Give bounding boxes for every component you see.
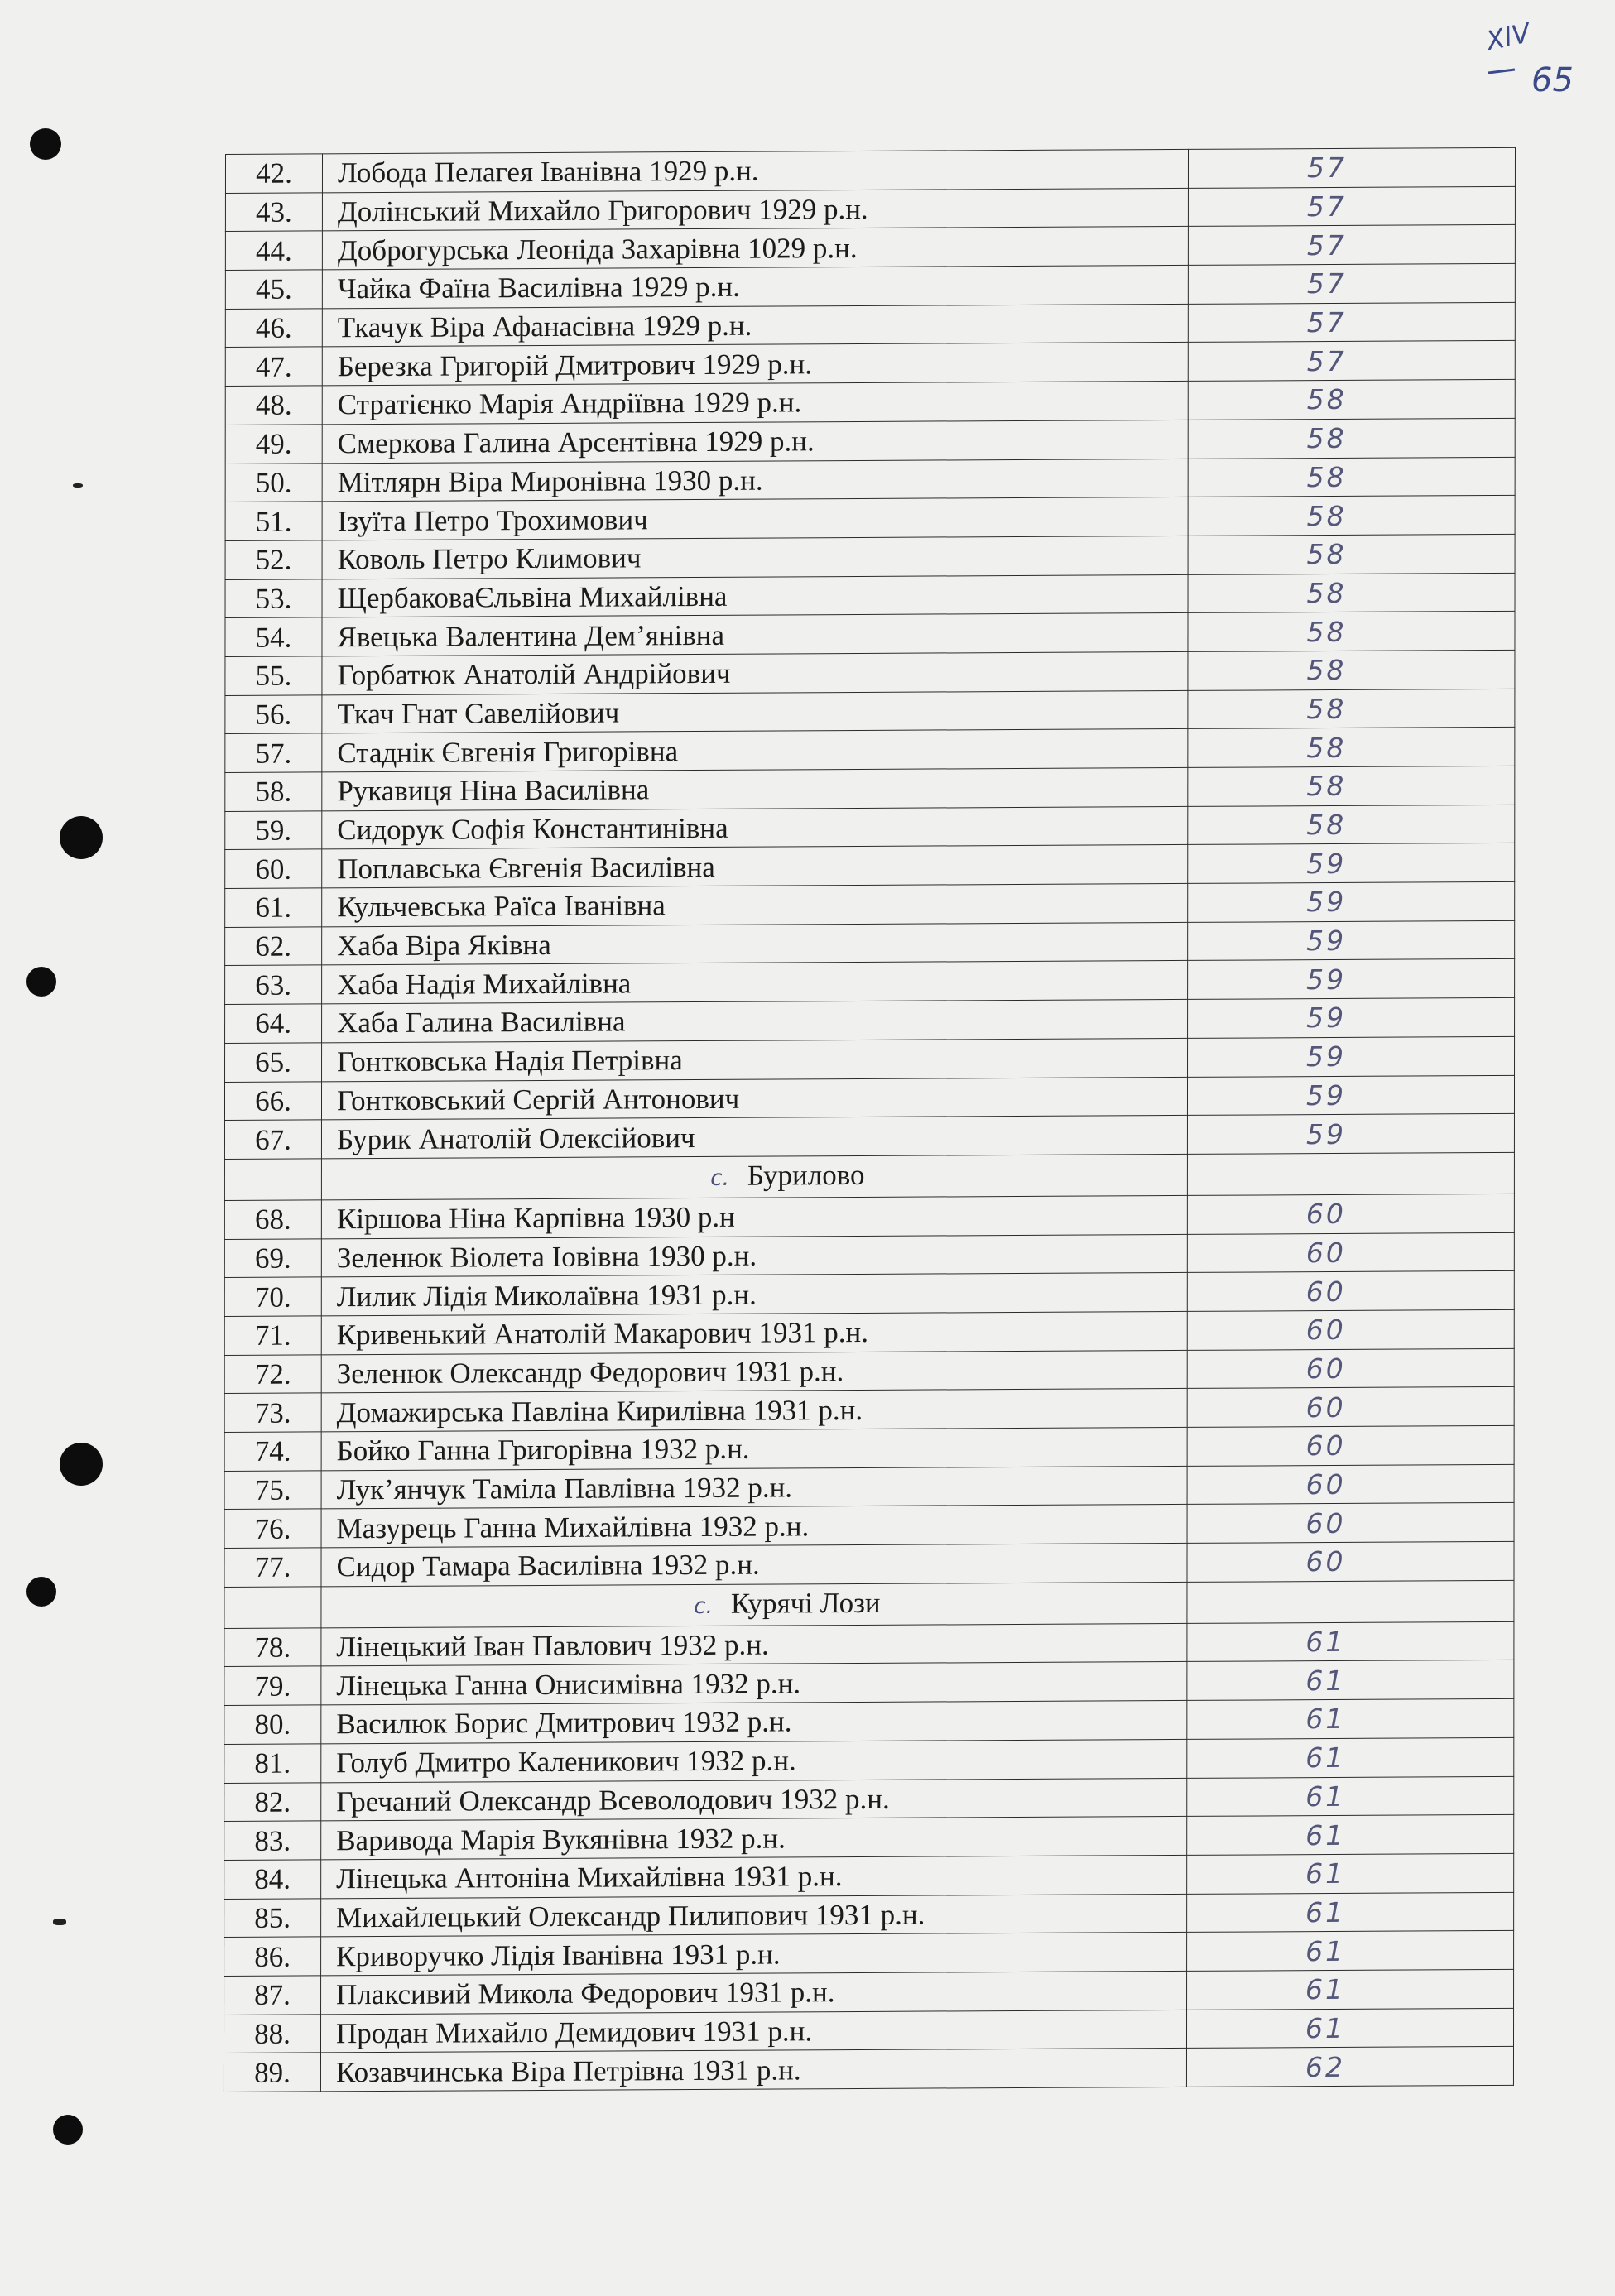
folio-volume: XIV: [1483, 17, 1533, 57]
scan-speck: [53, 1919, 66, 1925]
handwritten-page-ref: 57: [1306, 344, 1347, 377]
page-ref-cell: [1187, 1425, 1514, 1466]
row-number: 42.: [225, 154, 322, 193]
row-number: 78.: [224, 1628, 321, 1667]
person-name: Ткачук Віра Афанасівна 1929 р.н.: [322, 304, 1188, 347]
page-ref-cell: [1187, 1660, 1514, 1701]
page-ref-cell: [1187, 1232, 1514, 1273]
row-number: 46.: [225, 309, 322, 348]
row-number: 72.: [224, 1355, 321, 1394]
register-body: [224, 147, 1515, 2092]
page-ref-cell: [1188, 689, 1515, 729]
page-ref-cell: [1188, 263, 1515, 304]
table-row: [225, 612, 1515, 657]
handwritten-page-ref: 60: [1305, 1198, 1346, 1231]
page-ref-cell: [1188, 843, 1515, 884]
handwritten-page-ref: 58: [1306, 731, 1347, 764]
row-number: 57.: [225, 733, 322, 772]
person-name: Сидорук Софія Константинівна: [322, 806, 1188, 849]
table-row: [224, 1737, 1514, 1783]
person-name: Кульчевська Раїса Іванівна: [322, 883, 1188, 926]
table-row: [224, 1075, 1514, 1121]
section-title: Бурилово: [747, 1158, 865, 1192]
table-row: [224, 2047, 1513, 2092]
row-number: 77.: [224, 1548, 321, 1587]
section-num-cell: [224, 1159, 321, 1201]
row-number: 68.: [224, 1200, 321, 1239]
row-number: 65.: [225, 1043, 322, 1082]
table-row: [225, 147, 1515, 193]
row-number: 62.: [225, 927, 322, 966]
row-number: 49.: [225, 425, 322, 464]
handwritten-page-ref: 58: [1306, 692, 1347, 726]
row-number: 87.: [224, 1976, 321, 2015]
row-number: 61.: [225, 888, 322, 927]
handwritten-page-ref: 60: [1305, 1391, 1346, 1424]
person-name: Березка Григорій Дмитрович 1929 р.н.: [322, 343, 1188, 386]
row-number: 86.: [224, 1937, 321, 1976]
handwritten-page-ref: 61: [1305, 1741, 1346, 1775]
handwritten-page-ref: 60: [1305, 1352, 1346, 1386]
person-name: Лук’янчук Таміла Павлівна 1932 р.н.: [321, 1466, 1187, 1509]
table-row: [224, 1660, 1514, 1706]
page-ref-cell: [1188, 1036, 1515, 1077]
handwritten-page-ref: 61: [1305, 1973, 1346, 2006]
page-ref-cell: [1188, 341, 1515, 382]
handwritten-page-ref: 61: [1305, 1818, 1346, 1852]
row-number: 54.: [225, 617, 322, 656]
row-number: 47.: [225, 347, 322, 386]
register-table: [224, 147, 1516, 2092]
row-number: 81.: [224, 1744, 321, 1783]
table-row: [225, 959, 1515, 1005]
person-name: Кривенький Анатолій Макарович 1931 р.н.: [321, 1311, 1187, 1354]
person-name: Мітлярн Віра Миронівна 1930 р.н.: [322, 459, 1188, 502]
row-number: 56.: [225, 695, 322, 734]
table-row: [224, 1309, 1514, 1355]
row-number: 64.: [225, 1004, 322, 1043]
page-ref-cell: [1188, 147, 1515, 188]
person-name: Рукавиця Ніна Василівна: [322, 767, 1188, 810]
table-row: [224, 1425, 1514, 1471]
page-ref-cell: [1186, 2047, 1513, 2087]
row-number: 52.: [225, 540, 322, 579]
page-ref-cell: [1188, 379, 1515, 420]
person-name: Гонтковська Надія Петрівна: [322, 1038, 1188, 1081]
page-ref-cell: [1188, 186, 1515, 227]
page-ref-cell: [1187, 1464, 1514, 1505]
row-number: 75.: [224, 1471, 321, 1510]
handwritten-page-ref: 61: [1305, 1664, 1346, 1697]
person-name: Стратієнко Марія Андріївна 1929 р.н.: [322, 382, 1188, 425]
handwritten-page-ref: 62: [1305, 2050, 1345, 2083]
handwritten-page-ref: 60: [1305, 1429, 1346, 1463]
handwritten-page-ref: 58: [1306, 615, 1347, 648]
table-row: [224, 1892, 1514, 1938]
handwritten-page-ref: 58: [1306, 576, 1347, 610]
page-ref-cell: [1187, 1075, 1514, 1116]
table-row: [225, 263, 1515, 309]
table-row: [225, 496, 1515, 541]
row-number: 74.: [224, 1432, 321, 1471]
page-ref-cell: [1187, 1737, 1514, 1778]
handwritten-page-ref: 58: [1306, 499, 1347, 532]
punch-hole: [60, 1443, 103, 1486]
page-ref-cell: [1187, 1114, 1514, 1155]
table-row: [224, 1815, 1514, 1861]
person-name: Голуб Дмитро Каленикович 1932 р.н.: [321, 1739, 1187, 1782]
handwritten-page-ref: 61: [1305, 1934, 1346, 1967]
page-ref-cell: [1187, 1931, 1514, 1972]
page-ref-cell: [1187, 1387, 1514, 1428]
scan-speck: [73, 483, 83, 488]
handwritten-page-ref: 61: [1305, 1703, 1346, 1736]
page-ref-cell: [1187, 1503, 1514, 1544]
page-ref-cell: [1187, 1969, 1514, 2010]
table-row: [224, 1969, 1514, 2015]
person-name: Бурик Анатолій Олексійович: [321, 1116, 1187, 1159]
person-name: Мазурець Ганна Михайлівна 1932 р.н.: [321, 1505, 1187, 1548]
page-ref-cell: [1188, 728, 1515, 768]
page-ref-cell: [1188, 997, 1515, 1038]
person-name: Гречаний Олександр Всеволодович 1932 р.н.: [321, 1778, 1187, 1821]
person-name: Смеркова Галина Арсентівна 1929 р.н.: [322, 420, 1188, 463]
handwritten-page-ref: 59: [1306, 925, 1347, 958]
handwritten-page-ref: 57: [1306, 190, 1347, 223]
section-num-cell: [224, 1587, 321, 1629]
page-ref-cell: [1188, 920, 1515, 961]
handwritten-page-ref: 59: [1305, 1117, 1346, 1150]
section-row: [224, 1580, 1514, 1628]
row-number: 59.: [225, 811, 322, 850]
table-row: [225, 302, 1515, 348]
handwritten-page-ref: 59: [1306, 1040, 1347, 1074]
row-number: 71.: [224, 1316, 321, 1355]
row-number: 63.: [225, 965, 322, 1004]
row-number: 73.: [224, 1393, 321, 1432]
page-ref-cell: [1187, 1853, 1514, 1894]
person-name: Хаба Віра Яківна: [322, 922, 1188, 965]
person-name: Продан Михайло Демидович 1931 р.н.: [320, 2010, 1186, 2053]
table-row: [225, 225, 1515, 271]
page-ref-cell: [1187, 1194, 1514, 1234]
folio-annotation: [1482, 15, 1581, 106]
handwritten-page-ref: 61: [1305, 1626, 1346, 1659]
row-number: 45.: [225, 270, 322, 309]
table-row: [225, 689, 1515, 734]
row-number: 51.: [225, 502, 322, 540]
table-row: [225, 534, 1515, 579]
page-ref-cell: [1188, 612, 1515, 652]
table-row: [224, 1114, 1514, 1160]
person-name: Михайлецький Олександр Пилипович 1931 р.н.: [321, 1894, 1187, 1937]
table-row: [224, 1931, 1514, 1977]
person-name: Лобода Пелагея Іванівна 1929 р.н.: [322, 149, 1188, 192]
page-ref-cell: [1188, 496, 1515, 536]
table-row: [224, 1503, 1514, 1549]
table-row: [225, 1036, 1515, 1082]
handwritten-page-ref: 57: [1306, 267, 1347, 300]
row-number: 84.: [224, 1860, 321, 1899]
handwritten-page-ref: 57: [1306, 151, 1347, 185]
table-row: [224, 2008, 1513, 2053]
person-name: Лилик Лідія Миколаївна 1931 р.н.: [321, 1273, 1187, 1316]
section-page-cell: [1187, 1580, 1514, 1623]
punch-hole: [26, 1577, 56, 1607]
handwritten-page-ref: 59: [1306, 963, 1347, 996]
page-ref-cell: [1188, 302, 1515, 343]
section-row: [224, 1152, 1514, 1200]
person-name: Зеленюк Олександр Федорович 1931 р.н.: [321, 1350, 1187, 1393]
table-row: [224, 1621, 1514, 1667]
handwritten-page-ref: 58: [1306, 460, 1347, 494]
section-page-cell: [1187, 1152, 1514, 1195]
folio-number: 65: [1531, 61, 1574, 99]
person-name: Бойко Ганна Григорівна 1932 р.н.: [321, 1427, 1187, 1470]
row-number: 79.: [224, 1666, 321, 1705]
section-title: Курячі Лози: [730, 1586, 881, 1620]
page-ref-cell: [1187, 1348, 1514, 1389]
person-name: Лінецька Антоніна Михайлівна 1931 р.н.: [321, 1855, 1187, 1898]
page-ref-cell: [1187, 1776, 1514, 1817]
punch-hole: [60, 816, 103, 859]
handwritten-page-ref: 57: [1306, 228, 1347, 262]
person-name: Стаднік Євгенія Григорівна: [322, 729, 1188, 772]
punch-hole: [53, 2115, 83, 2145]
row-number: 76.: [224, 1509, 321, 1548]
row-number: 69.: [224, 1238, 321, 1277]
person-name: Варивода Марія Вукянівна 1932 р.н.: [321, 1817, 1187, 1860]
person-name: Ізуїта Петро Трохимович: [322, 497, 1188, 540]
table-row: [225, 573, 1515, 618]
person-name: Кіршова Ніна Карпівна 1930 р.н: [321, 1195, 1187, 1238]
table-row: [225, 650, 1515, 695]
table-row: [225, 728, 1515, 773]
person-name: Явецька Валентина Дем’янівна: [322, 613, 1188, 656]
person-name: Горбатюк Анатолій Андрійович: [322, 651, 1188, 694]
table-row: [224, 1387, 1514, 1433]
handwritten-page-ref: 61: [1305, 2011, 1346, 2045]
row-number: 88.: [224, 2015, 320, 2053]
table-row: [225, 997, 1515, 1043]
person-name: ЩербаковаЄльвіна Михайлівна: [322, 574, 1188, 617]
page-ref-cell: [1188, 225, 1515, 266]
table-row: [225, 379, 1515, 425]
handwritten-page-ref: 60: [1305, 1545, 1346, 1578]
page-ref-cell: [1186, 2008, 1513, 2049]
handwritten-page-ref: 58: [1306, 654, 1347, 687]
table-row: [225, 843, 1515, 889]
page-ref-cell: [1188, 534, 1515, 574]
person-name: Долінський Михайло Григорович 1929 р.н.: [322, 188, 1188, 231]
row-number: 82.: [224, 1782, 321, 1821]
person-name: Поплавська Євгенія Василівна: [322, 845, 1188, 888]
person-name: Лінецький Іван Павлович 1932 р.н.: [321, 1623, 1187, 1666]
row-number: 89.: [224, 2053, 320, 2092]
table-row: [224, 1464, 1514, 1510]
page-ref-cell: [1188, 650, 1515, 690]
person-name: Домажирська Павліна Кирилівна 1931 р.н.: [321, 1389, 1187, 1432]
row-number: 85.: [224, 1898, 321, 1937]
row-number: 53.: [225, 579, 322, 617]
page-ref-cell: [1187, 1541, 1514, 1582]
person-name: Криворучко Лідія Іванівна 1931 р.н.: [321, 1933, 1187, 1976]
page-ref-cell: [1188, 881, 1515, 922]
page-ref-cell: [1187, 1309, 1514, 1350]
table-row: [225, 457, 1515, 502]
handwritten-page-ref: 61: [1305, 1780, 1346, 1813]
handwritten-page-ref: 60: [1305, 1236, 1346, 1270]
row-number: 48.: [225, 386, 322, 425]
table-row: [224, 1348, 1514, 1394]
person-name: Ткач Гнат Савелійович: [322, 690, 1188, 733]
table-row: [224, 1194, 1514, 1239]
page-ref-cell: [1187, 1892, 1514, 1933]
person-name: Сидор Тамара Василівна 1932 р.н.: [321, 1543, 1187, 1586]
section-heading: [321, 1582, 1187, 1627]
handwritten-page-ref: 59: [1306, 847, 1347, 880]
table-row: [225, 766, 1515, 811]
person-name: Доброгурська Леоніда Захарівна 1029 р.н.: [322, 227, 1188, 270]
person-name: Плаксивий Микола Федорович 1931 р.н.: [321, 1971, 1187, 2014]
row-number: 70.: [224, 1277, 321, 1316]
row-number: 43.: [225, 193, 322, 232]
table-row: [225, 418, 1515, 464]
section-prefix: с.: [694, 1593, 713, 1619]
row-number: 58.: [225, 772, 322, 811]
handwritten-page-ref: 60: [1305, 1275, 1346, 1308]
handwritten-page-ref: 59: [1305, 1078, 1347, 1112]
row-number: 50.: [225, 463, 322, 502]
person-name: Коволь Петро Климович: [322, 536, 1188, 579]
row-number: 83.: [224, 1821, 321, 1860]
handwritten-page-ref: 61: [1305, 1857, 1346, 1890]
page-ref-cell: [1188, 457, 1515, 497]
page-ref-cell: [1188, 805, 1515, 845]
page-ref-cell: [1188, 573, 1515, 613]
page-ref-cell: [1188, 418, 1515, 459]
table-row: [224, 1271, 1514, 1317]
table-row: [224, 1776, 1514, 1822]
person-name: Чайка Фаїна Василівна 1929 р.н.: [322, 265, 1188, 308]
handwritten-page-ref: 60: [1305, 1467, 1346, 1501]
handwritten-page-ref: 58: [1306, 770, 1347, 803]
page-ref-cell: [1188, 766, 1515, 806]
table-row: [225, 186, 1515, 232]
person-name: Лінецька Ганна Онисимівна 1932 р.н.: [321, 1662, 1187, 1705]
handwritten-page-ref: 59: [1306, 886, 1347, 919]
handwritten-page-ref: 61: [1305, 1895, 1346, 1929]
person-name: Гонтковський Сергій Антонович: [321, 1077, 1187, 1120]
handwritten-page-ref: 57: [1306, 305, 1347, 339]
table-row: [225, 881, 1515, 927]
row-number: 44.: [225, 231, 322, 270]
document-sheet: [224, 147, 1515, 2092]
person-name: Хаба Галина Василівна: [322, 1000, 1188, 1043]
handwritten-page-ref: 59: [1306, 1001, 1347, 1035]
handwritten-page-ref: 58: [1306, 422, 1347, 455]
table-row: [224, 1853, 1514, 1899]
section-heading: [321, 1154, 1187, 1199]
handwritten-page-ref: 58: [1306, 383, 1347, 416]
row-number: 66.: [224, 1081, 321, 1120]
person-name: Зеленюк Віолета Іовівна 1930 р.н.: [321, 1234, 1187, 1277]
row-number: 55.: [225, 656, 322, 695]
table-row: [225, 920, 1515, 966]
row-number: 60.: [225, 849, 322, 888]
page-ref-cell: [1187, 1621, 1514, 1662]
page-ref-cell: [1187, 1815, 1514, 1856]
person-name: Козавчинська Віра Петрівна 1931 р.н.: [320, 2049, 1186, 2092]
table-row: [224, 1232, 1514, 1278]
handwritten-page-ref: 60: [1305, 1314, 1346, 1347]
page-ref-cell: [1188, 959, 1515, 1000]
handwritten-page-ref: 58: [1306, 808, 1347, 842]
table-row: [224, 1698, 1514, 1744]
person-name: Василюк Борис Дмитрович 1932 р.н.: [321, 1701, 1187, 1744]
row-number: 67.: [224, 1120, 321, 1159]
handwritten-page-ref: 60: [1305, 1506, 1346, 1539]
punch-hole: [26, 967, 56, 997]
section-prefix: с.: [710, 1165, 729, 1191]
page-ref-cell: [1187, 1698, 1514, 1739]
punch-hole: [30, 128, 61, 160]
handwritten-page-ref: 58: [1306, 538, 1347, 571]
table-row: [225, 341, 1515, 387]
table-row: [225, 805, 1515, 850]
page-ref-cell: [1187, 1271, 1514, 1312]
table-row: [224, 1541, 1514, 1587]
person-name: Хаба Надія Михайлівна: [322, 961, 1188, 1004]
row-number: 80.: [224, 1705, 321, 1744]
